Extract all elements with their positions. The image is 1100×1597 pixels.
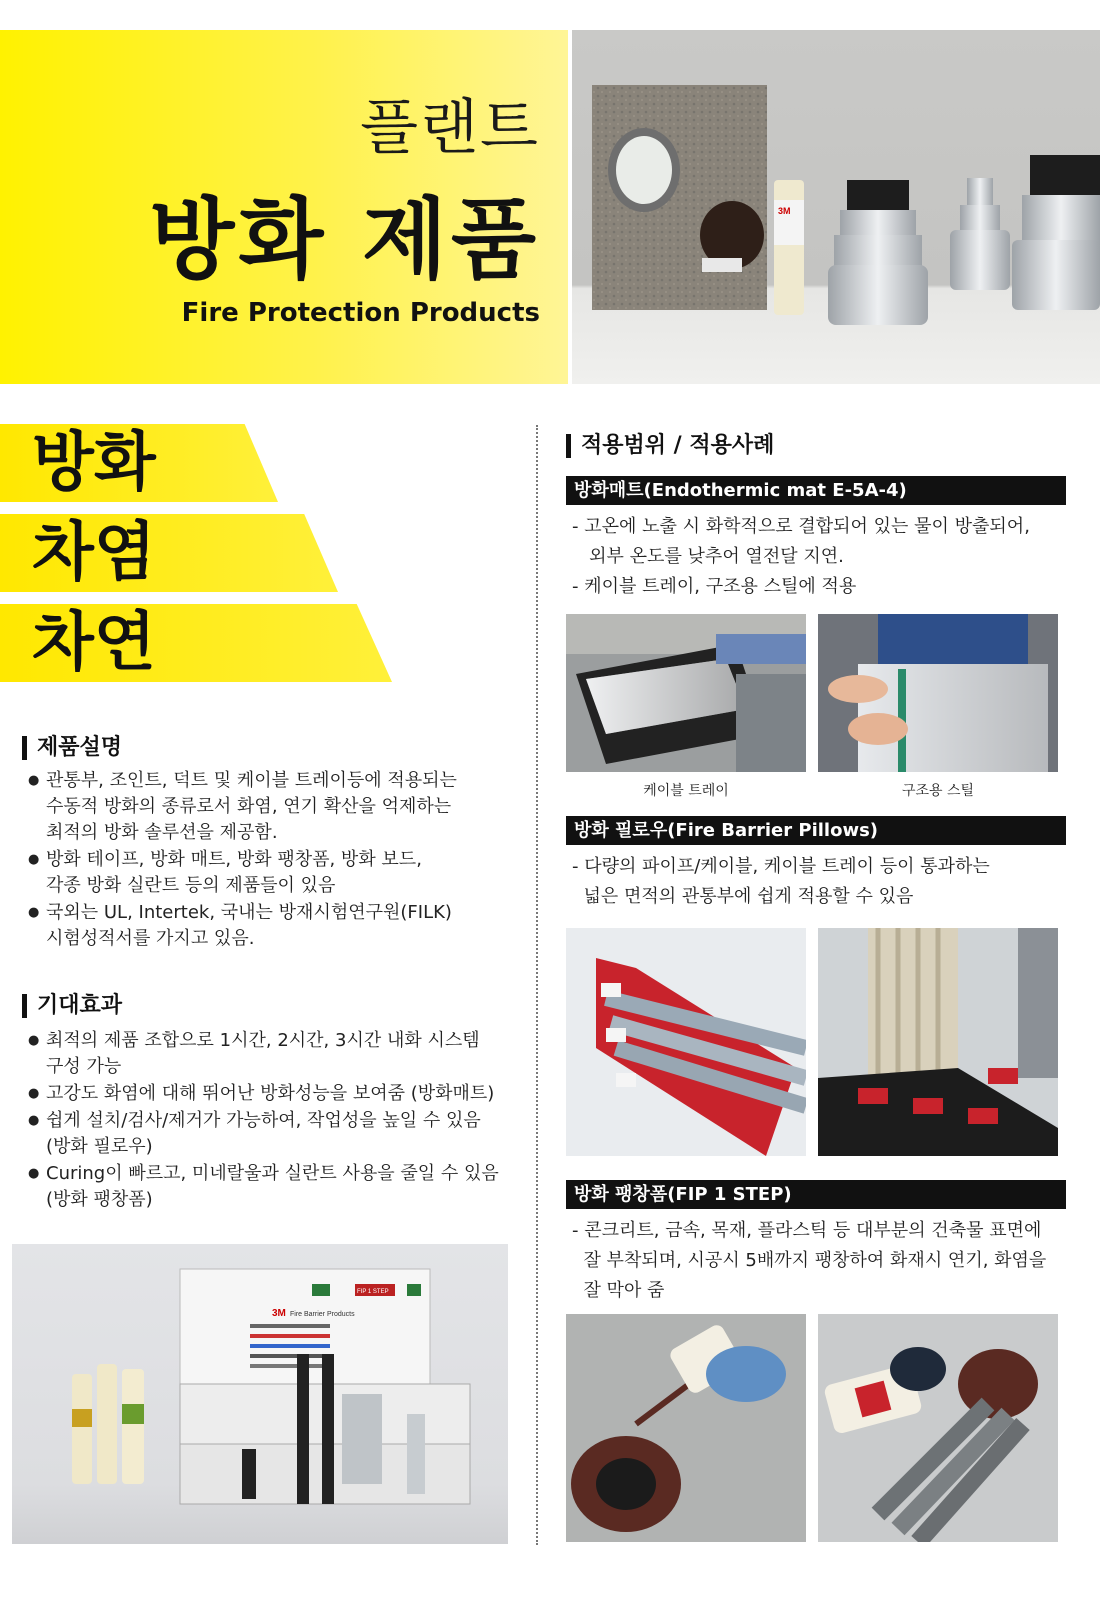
photo-foam-cables [818,1314,1058,1542]
cable-tray-illustration [566,614,806,772]
caption-cable-tray: 케이블 트레이 [643,783,729,799]
product-bar-mat: 방화매트(Endothermic mat E-5A-4) [566,476,1066,505]
description-list [24,768,504,953]
column-divider [536,425,538,1545]
slogan-fireproof: 방화 [32,426,156,500]
photo-pillows-pipes [566,928,806,1156]
photo-foam-floor [566,1314,806,1542]
scope-heading: 적용범위 / 적용사례 [566,434,774,458]
board-fip-label: FIP 1 STEP [357,1289,389,1295]
board-title: Fire Barrier Products [290,1311,355,1318]
photo-pillows-cables [818,928,1058,1156]
header-product-photo [572,30,1100,384]
structural-steel-illustration [818,614,1058,772]
display-board-illustration [12,1244,508,1544]
tube-brand-text: 3M [778,206,791,216]
pillows-pipes-illustration [566,928,806,1156]
board-brand: 3M [272,1308,286,1319]
photo-cable-tray [566,614,806,772]
header-product-illustration [572,30,1100,384]
product-foam-description: - 콘크리트, 금속, 목재, 플라스틱 등 대부분의 건축물 표면에 잘 부착되며, 시공시 5배까지 팽창하여 화재시 연기, 화염을 잘 막아 줌 [572,1220,1047,1301]
description-item-3: ● 국외는 UL, Intertek, 국내는 방재시험연구원(FILK) 시험성적서를 가지고 있음. [24,900,504,952]
slogan-flame-block: 차염 [32,516,156,590]
display-board-photo [12,1244,508,1544]
description-item-2: ● 방화 테이프, 방화 매트, 방화 팽창폼, 방화 보드, 각종 방화 실란트 등의 제품들이 있음 [24,847,504,899]
slogan-smoke-block: 차연 [32,606,156,680]
foam-cables-illustration [818,1314,1058,1542]
effects-list [24,1028,504,1214]
product-mat-description: - 고온에 노출 시 화학적으로 결합되어 있는 물이 방출되어, 외부 온도를 낮추어 열전달 지연. - 케이블 트레이, 구조용 스틸에 적용 [572,516,1030,597]
foam-floor-illustration [566,1314,806,1542]
header-title: 방화 제품 [149,188,540,291]
product-pillows-description: - 다량의 파이프/케이블, 케이블 트레이 등이 통과하는 넓은 면적의 관통부에 쉽게 적용할 수 있음 [572,856,990,907]
effects-item-2: ● 고강도 화염에 대해 뛰어난 방화성능을 보여줌 (방화매트) [24,1081,504,1107]
caption-structural-steel: 구조용 스틸 [901,783,975,799]
effects-item-1: ● 최적의 제품 조합으로 1시간, 2시간, 3시간 내화 시스템 구성 가능 [24,1028,504,1080]
product-bar-pillows: 방화 필로우(Fire Barrier Pillows) [566,816,1066,845]
effects-item-4: ● Curing이 빠르고, 미네랄울과 실란트 사용을 줄일 수 있음 (방화 팽창폼) [24,1161,504,1213]
product-bar-foam: 방화 팽창폼(FIP 1 STEP) [566,1180,1066,1209]
description-item-1: ● 관통부, 조인트, 덕트 및 케이블 트레이등에 적용되는 수동적 방화의 종류로서 화염, 연기 확산을 억제하는 최적의 방화 솔루션을 제공함. [24,768,504,846]
photo-structural-steel [818,614,1058,772]
effects-heading: 기대효과 [22,994,122,1018]
header-subtitle: 플랜트 [360,93,540,163]
description-heading: 제품설명 [22,736,122,760]
effects-item-3: ● 쉽게 설치/검사/제거가 가능하여, 작업성을 높일 수 있음 (방화 필로우) [24,1108,504,1160]
header-english-title: Fire Protection Products [181,298,540,328]
pillows-cables-illustration [818,928,1058,1156]
